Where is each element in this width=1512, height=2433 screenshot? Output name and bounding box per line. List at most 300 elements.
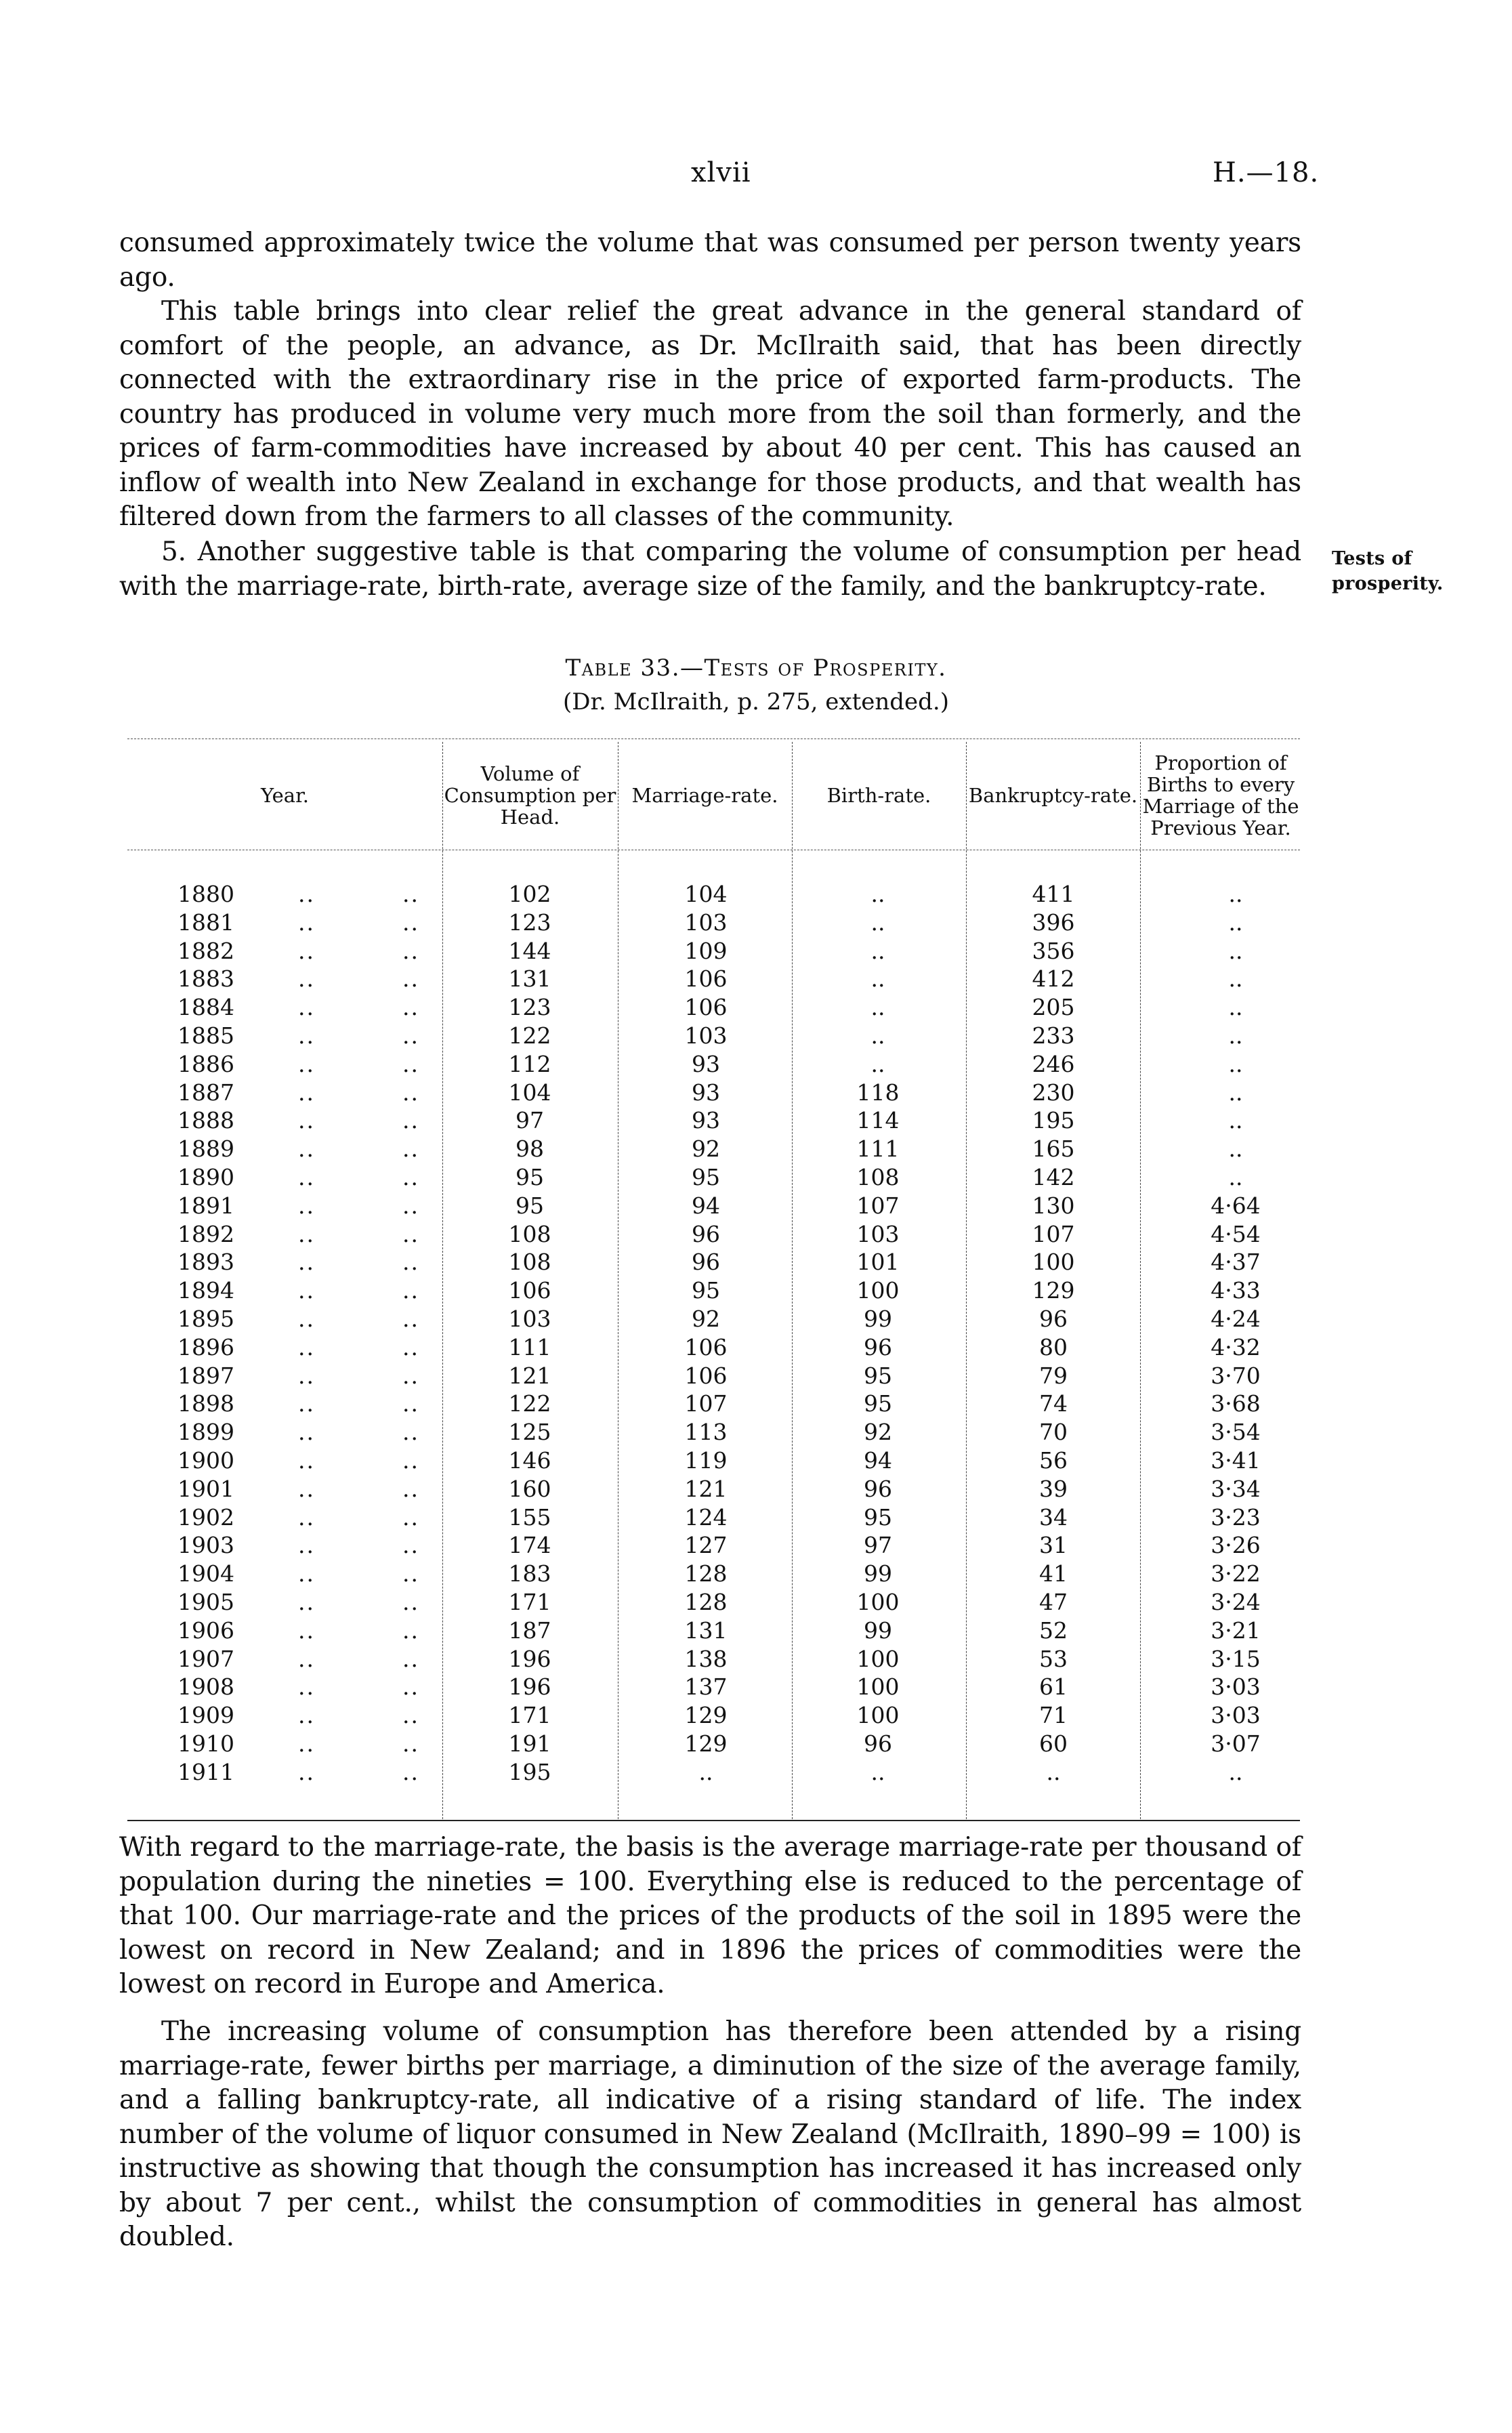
marriage-rate-cell: 138 — [684, 1645, 728, 1672]
proportion-cell: 4·37 — [1211, 1249, 1261, 1276]
bankruptcy-rate-cell: .. — [1046, 1758, 1061, 1785]
leader-dots: .. — [298, 1589, 315, 1615]
proportion-cell: .. — [1228, 909, 1243, 936]
leader-dots: .. — [402, 1645, 419, 1672]
volume-cell: 191 — [508, 1730, 551, 1757]
margin-note-line: prosperity. — [1332, 573, 1444, 594]
leader-dots: .. — [298, 1475, 315, 1502]
leader-dots: .. — [402, 1702, 419, 1729]
birth-rate-cell: .. — [870, 881, 885, 907]
leader-dots: .. — [402, 1758, 419, 1785]
proportion-cell: .. — [1228, 965, 1243, 993]
margin-note-line: Tests of — [1332, 548, 1412, 569]
table-row — [0, 1617, 1512, 1646]
bankruptcy-rate-cell: 60 — [1039, 1730, 1068, 1757]
leader-dots: .. — [402, 937, 419, 964]
leader-dots: .. — [402, 1560, 419, 1587]
table-row — [0, 1560, 1512, 1589]
column-header-proportion: Proportion of Births to every Marriage of the Previous Year. — [1142, 751, 1299, 839]
birth-rate-cell: .. — [870, 1758, 885, 1785]
year-cell: 1910 — [177, 1730, 234, 1757]
bankruptcy-rate-cell: 96 — [1039, 1306, 1068, 1332]
proportion-cell: 4·32 — [1211, 1333, 1261, 1360]
proportion-cell: 3·68 — [1211, 1390, 1261, 1417]
year-cell: 1886 — [177, 1050, 234, 1077]
table-row — [0, 1363, 1512, 1391]
birth-rate-cell: 100 — [856, 1277, 900, 1304]
year-cell: 1884 — [177, 994, 234, 1021]
birth-rate-cell: 101 — [856, 1249, 900, 1276]
year-cell: 1896 — [177, 1333, 234, 1360]
leader-dots: .. — [402, 1333, 419, 1360]
birth-rate-cell: .. — [870, 965, 885, 993]
birth-rate-cell: .. — [870, 994, 885, 1021]
volume-cell: 97 — [516, 1107, 544, 1134]
table-row — [0, 1136, 1512, 1164]
bankruptcy-rate-cell: 100 — [1032, 1249, 1075, 1276]
table-row — [0, 1532, 1512, 1560]
paragraph-text: The increasing volume of consumption has therefore been attended by a rising marriage-rate, fewer births per marriage, a diminution of the size of the average family, and a falling bankruptcy-rate, all indicative of a rising standard of life. The index number of the volume of liquor consumed in New Zealand (McIlraith, 1890–99 = 100) is instructive as showing that though the consumption has increased it has increased only by about 7 per cent., whilst the consumption of commodities in general has almost doubled. — [119, 2016, 1301, 2252]
birth-rate-cell: 96 — [864, 1730, 892, 1757]
table-row — [0, 1646, 1512, 1674]
proportion-cell: .. — [1228, 937, 1243, 964]
column-header-marriage-rate: Marriage-rate. — [631, 784, 778, 807]
table-row — [0, 938, 1512, 966]
bankruptcy-rate-cell: 142 — [1032, 1164, 1075, 1190]
proportion-cell: 3·26 — [1211, 1532, 1261, 1559]
leader-dots: .. — [402, 1503, 419, 1531]
proportion-cell: .. — [1228, 1022, 1243, 1049]
volume-cell: 196 — [508, 1645, 551, 1672]
document-reference: H.—18. — [1213, 157, 1320, 188]
table-row — [0, 1419, 1512, 1447]
year-cell: 1889 — [177, 1136, 234, 1163]
volume-cell: 187 — [508, 1617, 551, 1644]
year-cell: 1894 — [177, 1277, 234, 1304]
table-row — [0, 1277, 1512, 1306]
volume-cell: 123 — [508, 909, 551, 936]
proportion-cell: .. — [1228, 1136, 1243, 1163]
year-cell: 1909 — [177, 1702, 234, 1729]
proportion-cell: 4·54 — [1211, 1220, 1261, 1247]
volume-cell: 112 — [508, 1050, 551, 1077]
table-row — [0, 1249, 1512, 1277]
birth-rate-cell: 99 — [864, 1560, 892, 1587]
bankruptcy-rate-cell: 165 — [1032, 1136, 1075, 1163]
year-cell: 1911 — [177, 1758, 234, 1785]
volume-cell: 122 — [508, 1022, 551, 1049]
paragraph-text: 5. Another suggestive table is that comparing the volume of consumption per head with the marriage-rate, birth-rate, average size of the family, and the bankruptcy-rate. — [119, 537, 1301, 602]
leader-dots: .. — [298, 1164, 315, 1190]
year-cell: 1890 — [177, 1164, 234, 1190]
table-row — [0, 1221, 1512, 1249]
marriage-rate-cell: 129 — [684, 1702, 728, 1729]
table-row — [0, 1051, 1512, 1079]
leader-dots: .. — [402, 1419, 419, 1446]
proportion-cell: .. — [1228, 1107, 1243, 1134]
birth-rate-cell: .. — [870, 1050, 885, 1077]
leader-dots: .. — [298, 965, 315, 993]
table-row — [0, 881, 1512, 909]
leader-dots: .. — [402, 1220, 419, 1247]
year-cell: 1901 — [177, 1475, 234, 1502]
table-row — [0, 1390, 1512, 1419]
year-cell: 1880 — [177, 881, 234, 907]
marriage-rate-cell: 131 — [684, 1617, 728, 1644]
marriage-rate-cell: 95 — [692, 1164, 720, 1190]
marriage-rate-cell: 93 — [692, 1079, 720, 1106]
year-cell: 1898 — [177, 1390, 234, 1417]
proportion-cell: .. — [1228, 1164, 1243, 1190]
margin-note — [1332, 547, 1444, 595]
year-cell: 1895 — [177, 1306, 234, 1332]
bankruptcy-rate-cell: 129 — [1032, 1277, 1075, 1304]
paragraph-continuation: consumed approximately twice the volume that was consumed per person twenty years ago. — [119, 228, 1301, 293]
birth-rate-cell: 100 — [856, 1645, 900, 1672]
proportion-cell: 3·41 — [1211, 1447, 1261, 1474]
volume-cell: 108 — [508, 1249, 551, 1276]
leader-dots: .. — [298, 1730, 315, 1757]
bankruptcy-rate-cell: 107 — [1032, 1220, 1075, 1247]
birth-rate-cell: 100 — [856, 1702, 900, 1729]
volume-cell: 121 — [508, 1362, 551, 1389]
leader-dots: .. — [402, 1447, 419, 1474]
marriage-rate-cell: 93 — [692, 1050, 720, 1077]
volume-cell: 171 — [508, 1589, 551, 1615]
volume-cell: 155 — [508, 1503, 551, 1531]
birth-rate-cell: 92 — [864, 1419, 892, 1446]
proportion-cell: 3·34 — [1211, 1475, 1261, 1502]
table-row — [0, 909, 1512, 938]
proportion-cell: 3·21 — [1211, 1617, 1261, 1644]
proportion-cell: 3·03 — [1211, 1702, 1261, 1729]
leader-dots: .. — [298, 1645, 315, 1672]
leader-dots: .. — [298, 1107, 315, 1134]
bankruptcy-rate-cell: 52 — [1039, 1617, 1068, 1644]
proportion-cell: 4·24 — [1211, 1306, 1261, 1332]
column-header-volume: Volume of Consumption per Head. — [444, 762, 616, 829]
bankruptcy-rate-cell: 39 — [1039, 1475, 1068, 1502]
volume-cell: 131 — [508, 965, 551, 993]
table-row — [0, 1730, 1512, 1759]
table-row — [0, 1334, 1512, 1363]
proportion-cell: 3·24 — [1211, 1589, 1261, 1615]
table-row — [0, 994, 1512, 1022]
table-row — [0, 1192, 1512, 1221]
marriage-rate-cell: 94 — [692, 1192, 720, 1219]
proportion-cell: .. — [1228, 1050, 1243, 1077]
birth-rate-cell: 96 — [864, 1333, 892, 1360]
column-header-year: Year. — [261, 784, 309, 807]
bankruptcy-rate-cell: 230 — [1032, 1079, 1075, 1106]
marriage-rate-cell: 124 — [684, 1503, 728, 1531]
marriage-rate-cell: 128 — [684, 1560, 728, 1587]
leader-dots: .. — [402, 1249, 419, 1276]
leader-dots: .. — [298, 1532, 315, 1559]
table-row — [0, 1079, 1512, 1108]
marriage-rate-cell: 128 — [684, 1589, 728, 1615]
birth-rate-cell: 111 — [856, 1136, 900, 1163]
marriage-rate-cell: 92 — [692, 1136, 720, 1163]
leader-dots: .. — [402, 1730, 419, 1757]
bankruptcy-rate-cell: 34 — [1039, 1503, 1068, 1531]
bankruptcy-rate-cell: 233 — [1032, 1022, 1075, 1049]
marriage-rate-cell: 95 — [692, 1277, 720, 1304]
birth-rate-cell: 100 — [856, 1673, 900, 1701]
birth-rate-cell: 107 — [856, 1192, 900, 1219]
leader-dots: .. — [298, 1249, 315, 1276]
leader-dots: .. — [298, 1022, 315, 1049]
volume-cell: 196 — [508, 1673, 551, 1701]
leader-dots: .. — [298, 1333, 315, 1360]
leader-dots: .. — [402, 909, 419, 936]
year-cell: 1893 — [177, 1249, 234, 1276]
proportion-cell: .. — [1228, 881, 1243, 907]
year-cell: 1907 — [177, 1645, 234, 1672]
table-row — [0, 1589, 1512, 1617]
marriage-rate-cell: 92 — [692, 1306, 720, 1332]
marriage-rate-cell: 137 — [684, 1673, 728, 1701]
marriage-rate-cell: 109 — [684, 937, 728, 964]
paragraph-text: This table brings into clear relief the great advance in the general standard of comfort of the people, an advance, as Dr. McIlraith said, that has been directly connected with the extraordinary rise in the price of exported farm-products. The country has produced in volume very much more from the soil than formerly, and the prices of farm-commodities have increased by about 40 per cent. This has caused an inflow of wealth into New Zealand in exchange for those products, and that wealth has filtered down from the farmers to all classes of the community. — [119, 296, 1301, 532]
paragraph-consumption-conclusion — [119, 2015, 1301, 2255]
leader-dots: .. — [298, 1702, 315, 1729]
leader-dots: .. — [298, 1390, 315, 1417]
marriage-rate-cell: 93 — [692, 1107, 720, 1134]
birth-rate-cell: 95 — [864, 1362, 892, 1389]
year-cell: 1892 — [177, 1220, 234, 1247]
proportion-cell: 3·70 — [1211, 1362, 1261, 1389]
table-row — [0, 1306, 1512, 1334]
leader-dots: .. — [298, 909, 315, 936]
year-cell: 1900 — [177, 1447, 234, 1474]
birth-rate-cell: 118 — [856, 1079, 900, 1106]
leader-dots: .. — [402, 1475, 419, 1502]
year-cell: 1882 — [177, 937, 234, 964]
table-row — [0, 1702, 1512, 1730]
volume-cell: 125 — [508, 1419, 551, 1446]
table-row — [0, 1476, 1512, 1504]
leader-dots: .. — [402, 1306, 419, 1332]
marriage-rate-cell: 106 — [684, 994, 728, 1021]
leader-dots: .. — [298, 1503, 315, 1531]
birth-rate-cell: .. — [870, 937, 885, 964]
bankruptcy-rate-cell: 205 — [1032, 994, 1075, 1021]
birth-rate-cell: 95 — [864, 1503, 892, 1531]
leader-dots: .. — [298, 1306, 315, 1332]
volume-cell: 108 — [508, 1220, 551, 1247]
bankruptcy-rate-cell: 41 — [1039, 1560, 1068, 1587]
year-cell: 1883 — [177, 965, 234, 993]
proportion-cell: 3·23 — [1211, 1503, 1261, 1531]
bankruptcy-rate-cell: 61 — [1039, 1673, 1068, 1701]
leader-dots: .. — [298, 1136, 315, 1163]
table-row — [0, 965, 1512, 994]
marriage-rate-cell: 104 — [684, 881, 728, 907]
leader-dots: .. — [298, 1419, 315, 1446]
leader-dots: .. — [298, 1277, 315, 1304]
bankruptcy-rate-cell: 79 — [1039, 1362, 1068, 1389]
marriage-rate-cell: 106 — [684, 965, 728, 993]
volume-cell: 95 — [516, 1192, 544, 1219]
birth-rate-cell: 100 — [856, 1589, 900, 1615]
leader-dots: .. — [402, 1164, 419, 1190]
leader-dots: .. — [298, 1447, 315, 1474]
proportion-cell: 3·03 — [1211, 1673, 1261, 1701]
leader-dots: .. — [298, 1560, 315, 1587]
marriage-rate-cell: 106 — [684, 1362, 728, 1389]
leader-dots: .. — [298, 1758, 315, 1785]
leader-dots: .. — [402, 1589, 419, 1615]
volume-cell: 111 — [508, 1333, 551, 1360]
volume-cell: 102 — [508, 881, 551, 907]
bankruptcy-rate-cell: 47 — [1039, 1589, 1068, 1615]
birth-rate-cell: 97 — [864, 1532, 892, 1559]
year-cell: 1888 — [177, 1107, 234, 1134]
volume-cell: 122 — [508, 1390, 551, 1417]
volume-cell: 98 — [516, 1136, 544, 1163]
leader-dots: .. — [402, 1673, 419, 1701]
birth-rate-cell: 95 — [864, 1390, 892, 1417]
table-title: Table 33.—Tests of Prosperity. — [565, 654, 947, 682]
year-cell: 1906 — [177, 1617, 234, 1644]
bankruptcy-rate-cell: 70 — [1039, 1419, 1068, 1446]
birth-rate-cell: 99 — [864, 1306, 892, 1332]
marriage-rate-cell: .. — [698, 1758, 713, 1785]
marriage-rate-cell: 113 — [684, 1419, 728, 1446]
volume-cell: 103 — [508, 1306, 551, 1332]
bankruptcy-rate-cell: 53 — [1039, 1645, 1068, 1672]
proportion-cell: .. — [1228, 1079, 1243, 1106]
volume-cell: 174 — [508, 1532, 551, 1559]
leader-dots: .. — [402, 881, 419, 907]
volume-cell: 146 — [508, 1447, 551, 1474]
marriage-rate-cell: 106 — [684, 1333, 728, 1360]
proportion-cell: 4·33 — [1211, 1277, 1261, 1304]
leader-dots: .. — [402, 1617, 419, 1644]
table-row — [0, 1107, 1512, 1136]
leader-dots: .. — [298, 1362, 315, 1389]
table-row — [0, 1022, 1512, 1051]
column-header-bankruptcy-rate: Bankruptcy-rate. — [968, 784, 1138, 807]
leader-dots: .. — [298, 1220, 315, 1247]
bankruptcy-rate-cell: 71 — [1039, 1702, 1068, 1729]
leader-dots: .. — [402, 1079, 419, 1106]
bankruptcy-rate-cell: 356 — [1032, 937, 1075, 964]
leader-dots: .. — [298, 937, 315, 964]
proportion-cell: 3·22 — [1211, 1560, 1261, 1587]
table-row — [0, 1504, 1512, 1533]
table-row — [0, 1447, 1512, 1476]
volume-cell: 106 — [508, 1277, 551, 1304]
year-cell: 1908 — [177, 1673, 234, 1701]
bankruptcy-rate-cell: 31 — [1039, 1532, 1068, 1559]
birth-rate-cell: 96 — [864, 1475, 892, 1502]
proportion-cell: 3·54 — [1211, 1419, 1261, 1446]
leader-dots: .. — [402, 1136, 419, 1163]
marriage-rate-cell: 119 — [684, 1447, 728, 1474]
volume-cell: 171 — [508, 1702, 551, 1729]
leader-dots: .. — [402, 965, 419, 993]
table-row — [0, 1759, 1512, 1787]
volume-cell: 183 — [508, 1560, 551, 1587]
birth-rate-cell: 103 — [856, 1220, 900, 1247]
birth-rate-cell: 99 — [864, 1617, 892, 1644]
paragraph-section-5 — [119, 535, 1301, 604]
leader-dots: .. — [402, 1362, 419, 1389]
bankruptcy-rate-cell: 74 — [1039, 1390, 1068, 1417]
bankruptcy-rate-cell: 396 — [1032, 909, 1075, 936]
leader-dots: .. — [298, 1673, 315, 1701]
year-cell: 1887 — [177, 1079, 234, 1106]
birth-rate-cell: 114 — [856, 1107, 900, 1134]
bankruptcy-rate-cell: 412 — [1032, 965, 1075, 993]
paragraph-table-commentary — [119, 295, 1301, 535]
marriage-rate-cell: 96 — [692, 1249, 720, 1276]
volume-cell: 195 — [508, 1758, 551, 1785]
proportion-cell: 3·07 — [1211, 1730, 1261, 1757]
proportion-cell: 4·64 — [1211, 1192, 1261, 1219]
table-subtitle: (Dr. McIlraith, p. 275, extended.) — [563, 688, 949, 715]
birth-rate-cell: .. — [870, 909, 885, 936]
leader-dots: .. — [402, 1022, 419, 1049]
year-cell: 1885 — [177, 1022, 234, 1049]
year-cell: 1899 — [177, 1419, 234, 1446]
marriage-rate-cell: 103 — [684, 1022, 728, 1049]
marriage-rate-cell: 129 — [684, 1730, 728, 1757]
table-row — [0, 1673, 1512, 1702]
year-cell: 1905 — [177, 1589, 234, 1615]
volume-cell: 95 — [516, 1164, 544, 1190]
leader-dots: .. — [298, 1079, 315, 1106]
page-number: xlvii — [691, 157, 751, 188]
marriage-rate-cell: 103 — [684, 909, 728, 936]
proportion-cell: 3·15 — [1211, 1645, 1261, 1672]
birth-rate-cell: 94 — [864, 1447, 892, 1474]
volume-cell: 123 — [508, 994, 551, 1021]
table-bottom-rule — [127, 1820, 1300, 1821]
birth-rate-cell: .. — [870, 1022, 885, 1049]
bankruptcy-rate-cell: 246 — [1032, 1050, 1075, 1077]
year-cell: 1903 — [177, 1532, 234, 1559]
bankruptcy-rate-cell: 80 — [1039, 1333, 1068, 1360]
marriage-rate-cell: 96 — [692, 1220, 720, 1247]
marriage-rate-cell: 107 — [684, 1390, 728, 1417]
leader-dots: .. — [402, 1107, 419, 1134]
year-cell: 1902 — [177, 1503, 234, 1531]
birth-rate-cell: 108 — [856, 1164, 900, 1190]
bankruptcy-rate-cell: 56 — [1039, 1447, 1068, 1474]
leader-dots: .. — [298, 1192, 315, 1219]
leader-dots: .. — [402, 1532, 419, 1559]
proportion-cell: .. — [1228, 994, 1243, 1021]
year-cell: 1897 — [177, 1362, 234, 1389]
table-row — [0, 1164, 1512, 1192]
marriage-rate-cell: 121 — [684, 1475, 728, 1502]
leader-dots: .. — [402, 1050, 419, 1077]
volume-cell: 104 — [508, 1079, 551, 1106]
leader-dots: .. — [298, 881, 315, 907]
paragraph-marriage-rate-basis: With regard to the marriage-rate, the basis is the average marriage-rate per thousand of population during the nineties = 100. Everything else is reduced to the percentage of that 100. Our marriage-rate and the prices of the products of the soil in 1895 were the lowest on record in New Zealand; and in 1896 the prices of commodities were the lowest on record in Europe and America. — [119, 1832, 1301, 1999]
leader-dots: .. — [298, 1617, 315, 1644]
leader-dots: .. — [298, 1050, 315, 1077]
column-header-birth-rate: Birth-rate. — [826, 784, 931, 807]
leader-dots: .. — [402, 1390, 419, 1417]
leader-dots: .. — [402, 1277, 419, 1304]
leader-dots: .. — [298, 994, 315, 1021]
volume-cell: 144 — [508, 937, 551, 964]
bankruptcy-rate-cell: 195 — [1032, 1107, 1075, 1134]
